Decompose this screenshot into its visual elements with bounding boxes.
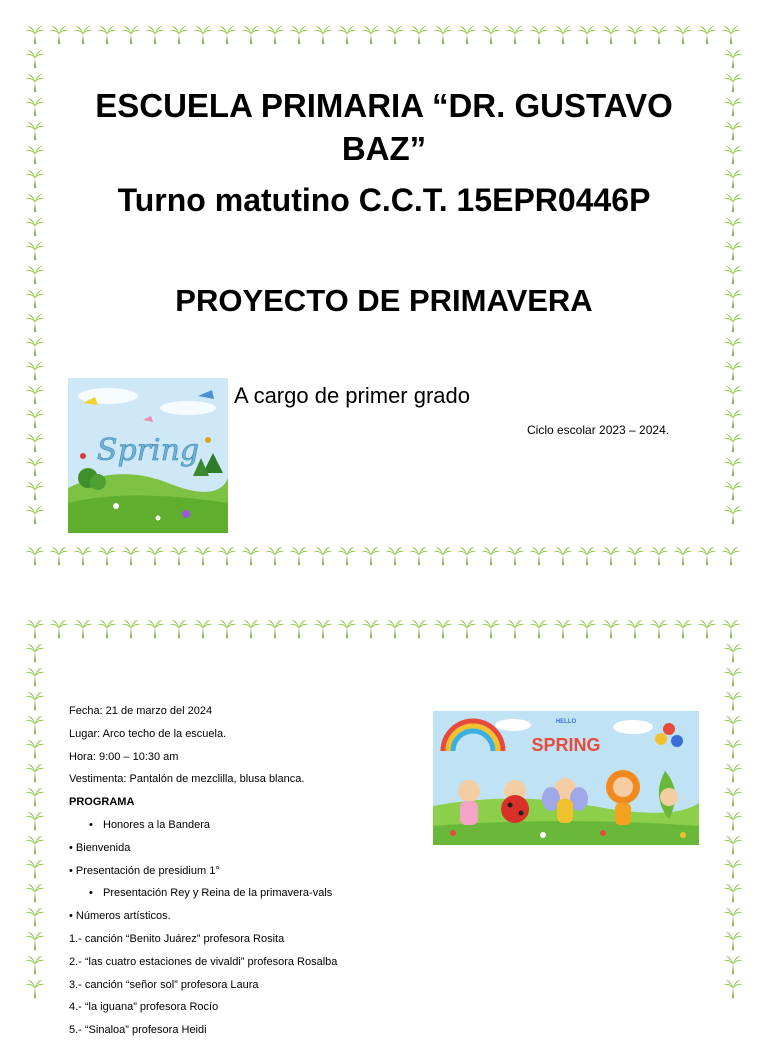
palm-icon: [24, 216, 48, 240]
palm-icon: [722, 480, 746, 504]
shift-cct: Turno matutino C.C.T. 15EPR0446P: [117, 182, 651, 218]
palm-icon: [288, 24, 312, 48]
palm-icon: [552, 545, 576, 569]
palm-icon: [96, 618, 120, 642]
palm-icon: [168, 24, 192, 48]
palm-icon: [722, 714, 746, 738]
palm-border-left-2: [24, 642, 48, 1024]
palm-icon: [264, 24, 288, 48]
palm-icon: [600, 24, 624, 48]
palm-border-right-2: [722, 642, 746, 1024]
palm-icon: [24, 192, 48, 216]
palm-icon: [722, 504, 746, 528]
palm-icon: [384, 545, 408, 569]
palm-icon: [576, 545, 600, 569]
palm-icon: [408, 24, 432, 48]
palm-icon: [144, 24, 168, 48]
palm-icon: [24, 762, 48, 786]
palm-icon: [192, 545, 216, 569]
in-charge-text: A cargo de primer grado: [234, 383, 471, 408]
palm-icon: [722, 168, 746, 192]
palm-icon: [722, 48, 746, 72]
palm-icon: [696, 545, 720, 569]
palm-icon: [722, 786, 746, 810]
palm-icon: [24, 96, 48, 120]
palm-icon: [408, 545, 432, 569]
palm-icon: [336, 545, 360, 569]
palm-icon: [144, 545, 168, 569]
program-line: Vestimenta: Pantalón de mezclilla, blusa blanca.: [69, 773, 305, 786]
palm-icon: [240, 545, 264, 569]
palm-icon: [672, 618, 696, 642]
palm-icon: [648, 24, 672, 48]
palm-icon: [504, 618, 528, 642]
palm-icon: [648, 618, 672, 642]
palm-icon: [432, 545, 456, 569]
palm-icon: [722, 882, 746, 906]
palm-border-right: [722, 48, 746, 545]
palm-icon: [722, 858, 746, 882]
palm-icon: [96, 545, 120, 569]
palm-icon: [624, 545, 648, 569]
palm-icon: [722, 384, 746, 408]
palm-icon: [722, 738, 746, 762]
palm-icon: [722, 192, 746, 216]
palm-icon: [722, 408, 746, 432]
palm-icon: [552, 24, 576, 48]
palm-icon: [120, 618, 144, 642]
palm-icon: [480, 24, 504, 48]
palm-icon: [240, 24, 264, 48]
palm-icon: [24, 906, 48, 930]
school-title: ESCUELA PRIMARIA “DR. GUSTAVO BAZ”: [95, 87, 673, 167]
palm-icon: [24, 360, 48, 384]
palm-icon: [722, 240, 746, 264]
palm-icon: [360, 24, 384, 48]
palm-icon: [240, 618, 264, 642]
palm-border-top-2: [24, 618, 744, 642]
palm-icon: [24, 312, 48, 336]
program-line: 4.- “la iguana” profesora Rocío: [69, 1001, 219, 1014]
palm-icon: [576, 24, 600, 48]
palm-icon: [722, 810, 746, 834]
palm-icon: [456, 545, 480, 569]
palm-icon: [216, 24, 240, 48]
palm-icon: [24, 456, 48, 480]
palm-icon: [288, 545, 312, 569]
palm-icon: [432, 24, 456, 48]
palm-icon: [96, 24, 120, 48]
palm-icon: [648, 545, 672, 569]
program-line: • Números artísticos.: [69, 910, 171, 923]
palm-icon: [480, 545, 504, 569]
palm-icon: [528, 24, 552, 48]
palm-icon: [24, 714, 48, 738]
program-line: 1.- canción “Benito Juárez” profesora Rosita: [69, 932, 285, 945]
palm-icon: [24, 545, 48, 569]
palm-icon: [720, 545, 744, 569]
palm-icon: [120, 24, 144, 48]
palm-icon: [24, 504, 48, 528]
palm-icon: [24, 786, 48, 810]
palm-icon: [576, 618, 600, 642]
palm-icon: [722, 120, 746, 144]
palm-icon: [24, 858, 48, 882]
program-heading: PROGRAMA: [69, 796, 135, 809]
palm-icon: [24, 120, 48, 144]
palm-icon: [722, 456, 746, 480]
palm-icon: [722, 336, 746, 360]
palm-icon: [24, 480, 48, 504]
palm-icon: [696, 24, 720, 48]
palm-icon: [24, 642, 48, 666]
palm-icon: [722, 642, 746, 666]
palm-icon: [504, 24, 528, 48]
palm-icon: [264, 545, 288, 569]
palm-icon: [480, 618, 504, 642]
palm-icon: [24, 882, 48, 906]
palm-icon: [722, 432, 746, 456]
palm-icon: [312, 545, 336, 569]
palm-icon: [722, 930, 746, 954]
palm-icon: [384, 24, 408, 48]
palm-icon: [24, 690, 48, 714]
palm-icon: [24, 930, 48, 954]
palm-icon: [722, 954, 746, 978]
palm-icon: [168, 618, 192, 642]
palm-icon: [504, 545, 528, 569]
palm-icon: [48, 24, 72, 48]
palm-icon: [722, 288, 746, 312]
palm-icon: [456, 618, 480, 642]
palm-icon: [192, 24, 216, 48]
palm-icon: [722, 264, 746, 288]
palm-icon: [24, 408, 48, 432]
palm-icon: [408, 618, 432, 642]
spring-word-2: SPRING: [531, 735, 601, 755]
spring-word: Spring: [96, 433, 200, 468]
palm-icon: [722, 666, 746, 690]
palm-icon: [144, 618, 168, 642]
palm-icon: [24, 666, 48, 690]
palm-icon: [24, 432, 48, 456]
program-line: • Bienvenida: [69, 841, 131, 854]
palm-icon: [384, 618, 408, 642]
palm-icon: [722, 834, 746, 858]
palm-icon: [552, 618, 576, 642]
hello-word: HELLO: [555, 719, 577, 725]
school-year: Ciclo escolar 2023 – 2024.: [527, 423, 670, 437]
spring-illustration: [68, 378, 228, 533]
program-line: • Honores a la Bandera: [69, 814, 337, 837]
palm-icon: [528, 545, 552, 569]
palm-icon: [48, 545, 72, 569]
palm-icon: [24, 738, 48, 762]
palm-icon: [720, 618, 744, 642]
palm-icon: [24, 810, 48, 834]
palm-icon: [360, 618, 384, 642]
palm-icon: [120, 545, 144, 569]
palm-icon: [722, 690, 746, 714]
palm-icon: [24, 240, 48, 264]
palm-icon: [432, 618, 456, 642]
hello-spring-illustration: [433, 711, 699, 845]
palm-icon: [722, 96, 746, 120]
project-title: PROYECTO DE PRIMAVERA: [175, 283, 593, 318]
palm-icon: [336, 24, 360, 48]
palm-icon: [722, 312, 746, 336]
palm-icon: [48, 618, 72, 642]
palm-icon: [722, 72, 746, 96]
program-line: Lugar: Arco techo de la escuela.: [69, 727, 227, 740]
palm-icon: [24, 336, 48, 360]
palm-icon: [672, 24, 696, 48]
palm-icon: [216, 545, 240, 569]
program-line: Hora: 9:00 – 10:30 am: [69, 750, 179, 763]
palm-icon: [72, 618, 96, 642]
palm-icon: [72, 24, 96, 48]
palm-icon: [672, 545, 696, 569]
program-line: • Presentación Rey y Reina de la primavera-vals: [69, 882, 337, 905]
palm-icon: [600, 618, 624, 642]
palm-icon: [456, 24, 480, 48]
palm-icon: [24, 72, 48, 96]
palm-icon: [24, 288, 48, 312]
palm-icon: [600, 545, 624, 569]
palm-icon: [624, 618, 648, 642]
palm-icon: [24, 48, 48, 72]
palm-icon: [722, 216, 746, 240]
palm-icon: [722, 360, 746, 384]
palm-icon: [216, 618, 240, 642]
program-line: Fecha: 21 de marzo del 2024: [69, 705, 213, 717]
palm-icon: [24, 618, 48, 642]
program-line: 2.- “las cuatro estaciones de vivaldi” profesora Rosalba: [69, 955, 338, 968]
palm-icon: [24, 834, 48, 858]
palm-icon: [288, 618, 312, 642]
palm-icon: [360, 545, 384, 569]
palm-icon: [24, 264, 48, 288]
program-line: • Presentación de presidium 1°: [69, 864, 220, 877]
palm-icon: [722, 906, 746, 930]
palm-icon: [24, 168, 48, 192]
palm-border-top: [24, 24, 744, 48]
palm-icon: [24, 384, 48, 408]
palm-icon: [168, 545, 192, 569]
palm-icon: [624, 24, 648, 48]
program-line: 3.- canción “señor sol” profesora Laura: [69, 978, 259, 991]
palm-icon: [24, 978, 48, 1002]
palm-icon: [264, 618, 288, 642]
palm-icon: [722, 144, 746, 168]
palm-icon: [722, 762, 746, 786]
palm-icon: [24, 24, 48, 48]
palm-icon: [720, 24, 744, 48]
palm-icon: [24, 954, 48, 978]
program-line: 5.- “Sinaloa” profesora Heidi: [69, 1024, 207, 1037]
palm-icon: [312, 618, 336, 642]
palm-icon: [72, 545, 96, 569]
palm-icon: [312, 24, 336, 48]
palm-icon: [192, 618, 216, 642]
palm-border-bottom: [24, 545, 744, 569]
palm-border-left: [24, 48, 48, 545]
program-list: [69, 700, 337, 1042]
palm-icon: [722, 978, 746, 1002]
palm-icon: [696, 618, 720, 642]
palm-icon: [528, 618, 552, 642]
palm-icon: [336, 618, 360, 642]
palm-icon: [24, 144, 48, 168]
